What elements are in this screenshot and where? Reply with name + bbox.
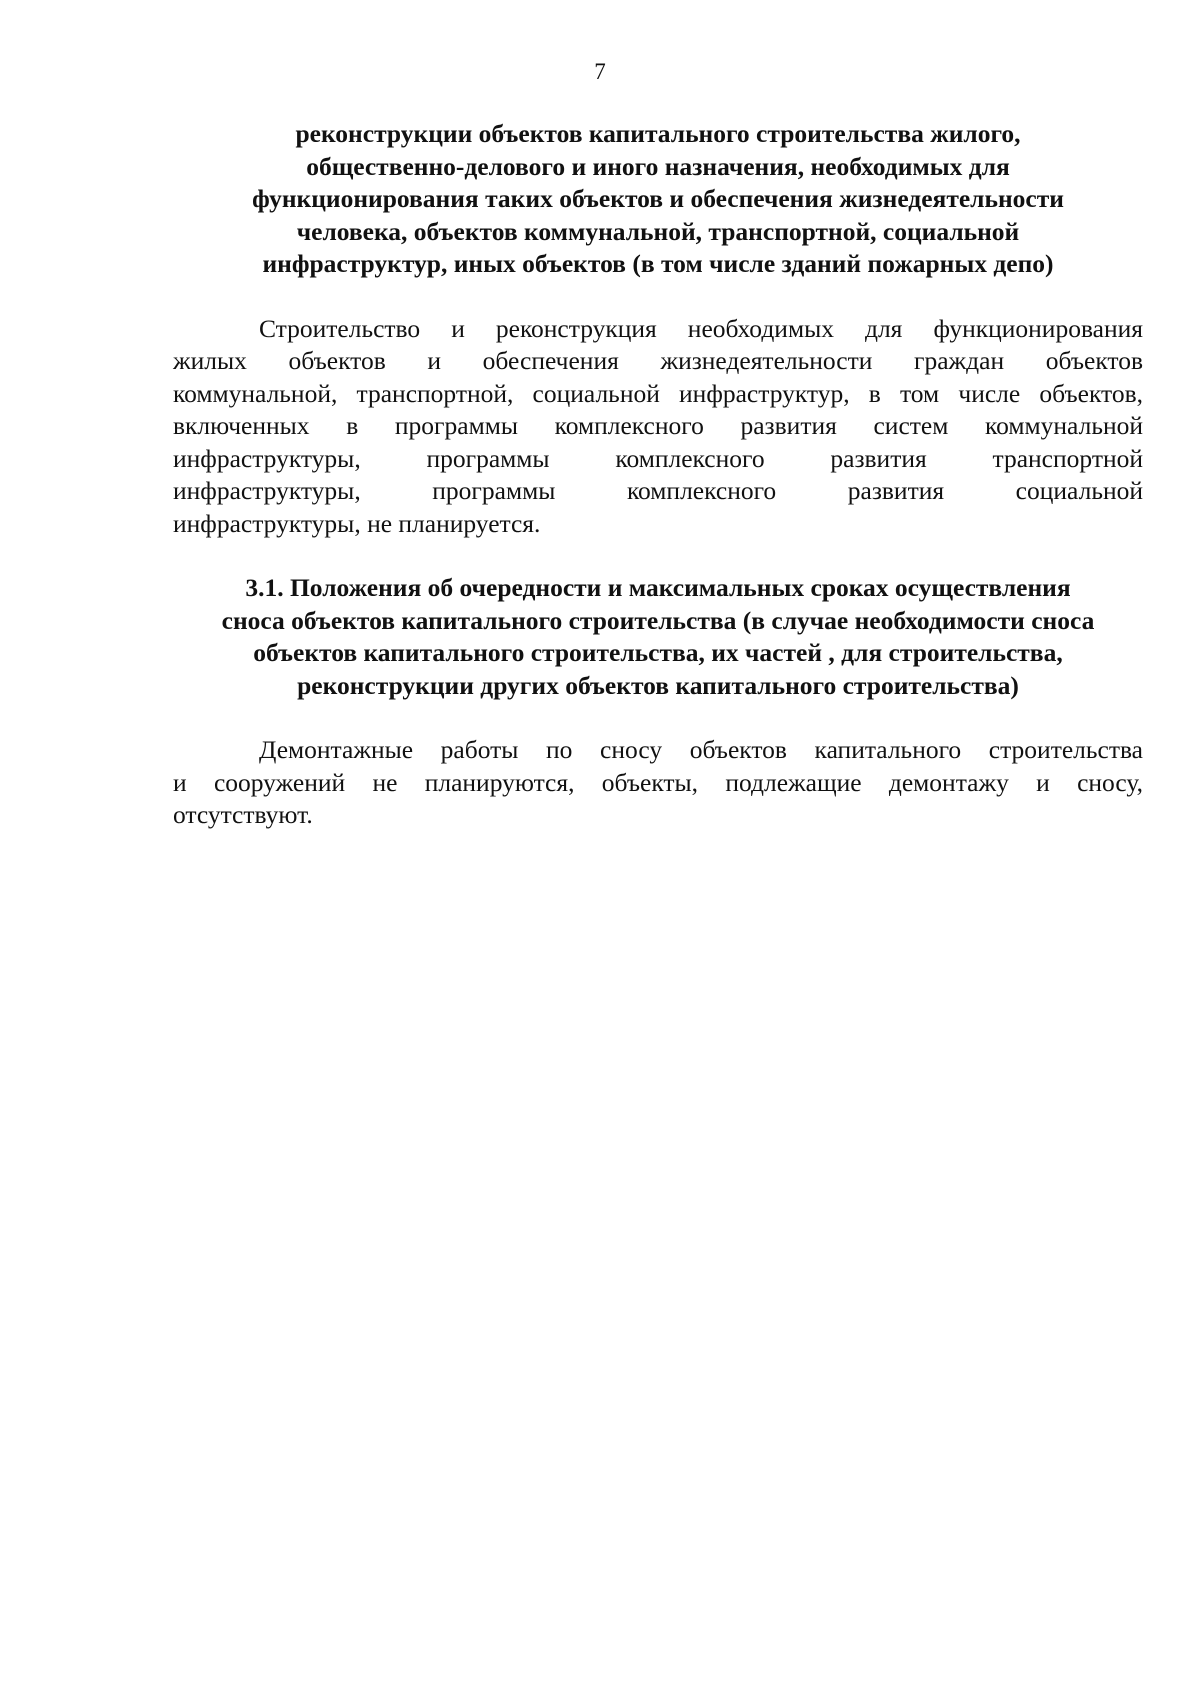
section-heading-3-1 — [173, 572, 1143, 702]
spacer — [173, 702, 1143, 734]
paragraph-line: Строительство и реконструкция необходимых для функционирования — [259, 313, 1143, 343]
paragraph-line: инфраструктуры, не планируется. — [173, 508, 541, 538]
paragraph-line: жилых объектов и обеспечения жизнедеятельности граждан объектов — [173, 346, 1143, 375]
paragraph-demolition — [173, 734, 1143, 832]
paragraph-line: коммунальной, транспортной, социальной инфраструктур, в том числе объектов, — [173, 378, 1143, 408]
heading-line: реконструкции других объектов капитального строительства) — [297, 670, 1019, 700]
heading-line: объектов капитального строительства, их частей , для строительства, — [253, 638, 1063, 667]
heading-line: общественно-делового и иного назначения, необходимых для — [306, 151, 1010, 181]
heading-line: реконструкции объектов капитального строительства жилого, — [295, 119, 1021, 148]
heading-line: 3.1. Положения об очередности и максимальных сроках осуществления — [245, 573, 1071, 602]
heading-line: функционирования таких объектов и обеспечения жизнедеятельности — [252, 184, 1064, 213]
paragraph-line: и сооружений не планируются, объекты, подлежащие демонтажу и сносу, — [173, 767, 1143, 797]
heading-line: сноса объектов капитального строительства (в случае необходимости сноса — [221, 605, 1095, 635]
paragraph-line: инфраструктуры, программы комплексного развития социальной — [173, 476, 1143, 505]
paragraph-line: Демонтажные работы по сносу объектов капитального строительства — [259, 735, 1143, 764]
paragraph-line: включенных в программы комплексного развития систем коммунальной — [173, 411, 1143, 440]
section-heading-infrastructure — [173, 118, 1143, 281]
heading-line: человека, объектов коммунальной, транспортной, социальной — [296, 216, 1020, 246]
spacer — [173, 540, 1143, 572]
page-number: 7 — [594, 59, 606, 84]
document-content — [173, 118, 1143, 832]
paragraph-line: отсутствуют. — [173, 800, 313, 829]
paragraph-infrastructure — [173, 313, 1143, 541]
heading-line: инфраструктур, иных объектов (в том числе зданий пожарных депо) — [262, 249, 1054, 278]
paragraph-line: инфраструктуры, программы комплексного развития транспортной — [173, 443, 1143, 473]
spacer — [173, 281, 1143, 313]
